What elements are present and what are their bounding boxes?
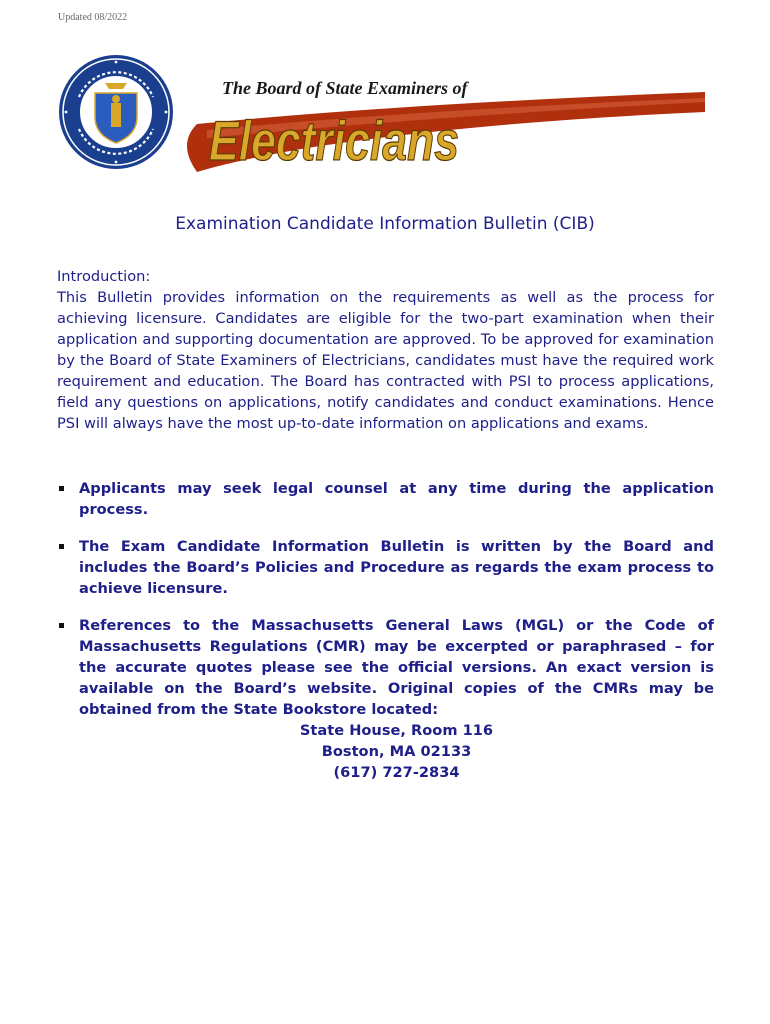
square-bullet-icon bbox=[59, 544, 64, 549]
list-item bbox=[57, 536, 714, 599]
address-phone: (617) 727-2834 bbox=[333, 764, 460, 781]
banner-line2: Electricians bbox=[209, 109, 459, 172]
document-title: Examination Candidate Information Bulletin (CIB) bbox=[175, 214, 595, 234]
square-bullet-icon bbox=[59, 623, 64, 628]
address-line: State House, Room 116 bbox=[299, 722, 494, 739]
introduction-section bbox=[57, 266, 714, 434]
bullet-text: The Exam Candidate Information Bulletin is written by the Board and includes the Board’s Policies and Procedure as regards the exam process to achieve licensure. bbox=[79, 538, 714, 597]
board-banner-logo bbox=[177, 64, 705, 172]
banner-line1: The Board of State Examiners of bbox=[222, 78, 468, 98]
bullet-text: References to the Massachusetts General Laws (MGL) or the Code of Massachusetts Regulations (CMR) may be excerpted or paraphrased – for the accurate quotes please see the official versions. An exact version is available on the Board’s website. Original copies of the CMRs may be obtained from the State Bookstore located: bbox=[79, 617, 714, 718]
list-item bbox=[57, 615, 714, 783]
updated-date: Updated 08/2022 bbox=[58, 12, 128, 23]
bookstore-address bbox=[79, 720, 714, 783]
address-line: Boston, MA 02133 bbox=[321, 743, 472, 760]
list-item bbox=[57, 478, 714, 520]
intro-heading: Introduction: bbox=[57, 268, 151, 285]
bullet-text: Applicants may seek legal counsel at any time during the application process. bbox=[79, 480, 714, 518]
massachusetts-seal-icon bbox=[57, 53, 175, 171]
intro-paragraph: This Bulletin provides information on the requirements as well as the process for achieving licensure. Candidates are eligible for the two-part examination when their application and supporting documentation are approved. To be approved for examination by the Board of State Examiners of Electricians, candidates must have the required work requirement and education. The Board has contracted with PSI to process applications, field any questions on applications, notify candidates and conduct examinations. Hence PSI will always have the most up-to-date information on applications and exams. bbox=[57, 289, 714, 432]
bullet-list bbox=[57, 478, 714, 783]
square-bullet-icon bbox=[59, 486, 64, 491]
